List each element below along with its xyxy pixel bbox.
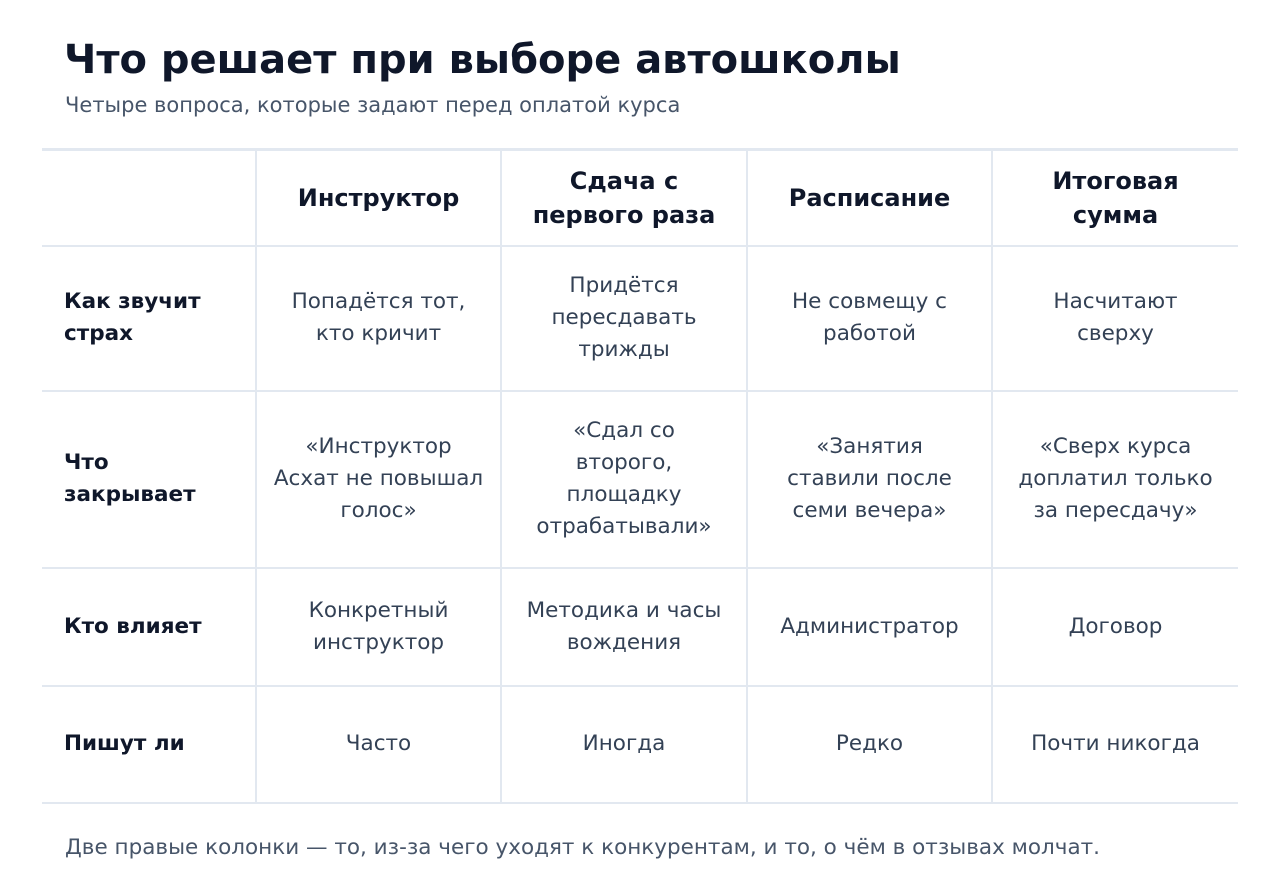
table-cell-text: Попадётся тот, кто кричит xyxy=(291,289,466,346)
table-corner-cell xyxy=(42,150,256,246)
table-cell-text: Насчитают сверху xyxy=(1053,289,1178,346)
row-header-label: Что закрывает xyxy=(64,450,196,507)
table-cell xyxy=(501,391,747,568)
table-cell-text: Методика и часы вождения xyxy=(526,597,722,655)
table-cell xyxy=(501,686,747,803)
column-header-instructor xyxy=(256,150,501,246)
footnote: Две правые колонки — то, из-за чего уходят к конкурентам, и то, о чём в отзывах молчат. xyxy=(65,835,1100,860)
table-cell-text: Договор xyxy=(1068,613,1163,639)
table-row xyxy=(42,686,1238,803)
table-cell xyxy=(747,568,992,686)
table-cell xyxy=(747,686,992,803)
column-header-first-pass xyxy=(501,150,747,246)
table-row xyxy=(42,391,1238,568)
table-row xyxy=(42,246,1238,391)
table-cell-text: Администратор xyxy=(780,613,959,639)
table-cell-text: Часто xyxy=(345,731,412,756)
table-cell-text: «Сверх курса доплатил только за пересдачу» xyxy=(1018,434,1213,523)
table-cell xyxy=(256,391,501,568)
table-cell xyxy=(992,568,1238,686)
table-cell-text: «Занятия ставили после семи вечера» xyxy=(787,434,952,523)
table-cell-text: Не совмещу с работой xyxy=(792,289,947,346)
table-row xyxy=(42,568,1238,686)
column-header-schedule xyxy=(747,150,992,246)
column-header-label: Расписание xyxy=(788,183,951,212)
table-cell xyxy=(256,568,501,686)
table-cell xyxy=(256,246,501,391)
column-header-label: Итоговая сумма xyxy=(1052,166,1179,229)
row-header-reviews xyxy=(42,686,256,803)
table-cell xyxy=(992,686,1238,803)
row-header-influence xyxy=(42,568,256,686)
table-cell-text: Почти никогда xyxy=(1031,731,1200,756)
table-cell-text: Придётся пересдавать трижды xyxy=(551,273,697,362)
row-header-label: Пишут ли xyxy=(64,731,185,756)
row-header-label: Кто влияет xyxy=(64,613,202,639)
row-header-label: Как звучит страх xyxy=(64,289,201,346)
table-cell xyxy=(501,568,747,686)
row-header-closes xyxy=(42,391,256,568)
comparison-table xyxy=(42,148,1238,804)
page-subtitle: Четыре вопроса, которые задают перед оплатой курса xyxy=(65,93,681,117)
table-cell xyxy=(992,246,1238,391)
table-cell-text: «Сдал со второго, площадку отрабатывали» xyxy=(536,418,712,539)
table-cell xyxy=(747,246,992,391)
column-header-label: Сдача с первого раза xyxy=(532,166,716,229)
table-cell-text: Редко xyxy=(835,731,904,756)
table-cell xyxy=(256,686,501,803)
table-cell xyxy=(992,391,1238,568)
table-cell xyxy=(747,391,992,568)
table-cell-text: Иногда xyxy=(582,731,666,756)
page-title: Что решает при выборе автошколы xyxy=(64,37,901,83)
table-header-row xyxy=(42,150,1238,246)
table-cell-text: «Инструктор Асхат не повышал голос» xyxy=(273,434,484,523)
table-cell xyxy=(501,246,747,391)
row-header-fear xyxy=(42,246,256,391)
column-header-total-price xyxy=(992,150,1238,246)
table-cell-text: Конкретный инструктор xyxy=(308,597,449,655)
column-header-label: Инструктор xyxy=(297,183,460,212)
